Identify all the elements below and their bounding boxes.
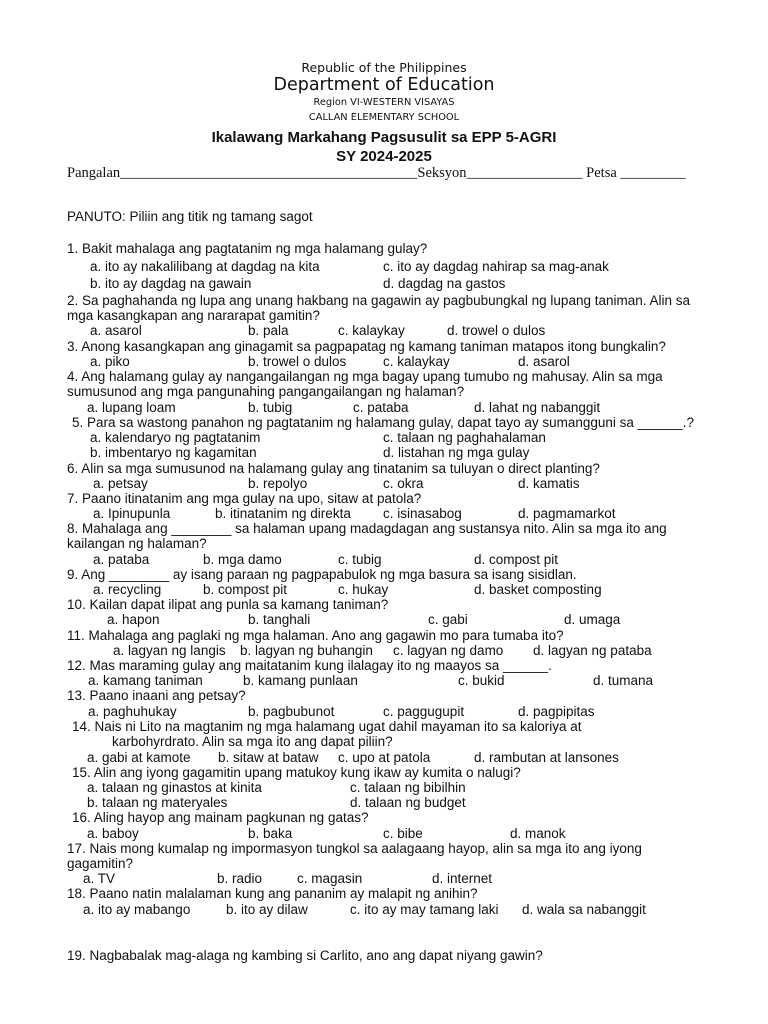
question-17-choice: c. magasin	[297, 871, 363, 886]
question-17-text: 17. Nais mong kumalap ng impormasyon tungkol sa aalagaang hayop, alin sa mga ito ang iyong	[67, 841, 642, 856]
question-6-choice: d. kamatis	[518, 476, 580, 491]
republic-line: Republic of the Philippines	[301, 60, 467, 75]
exam-title: Ikalawang Markahang Pagsusulit sa EPP 5-AGRI	[211, 129, 557, 146]
question-3-choice: b. trowel o dulos	[248, 354, 347, 369]
question-14-text: karbohyrdrato. Alin sa mga ito ang dapat piliin?	[112, 734, 393, 749]
question-1-choice: c. ito ay dagdag nahirap sa mag-anak	[383, 259, 609, 274]
question-17-choice: a. TV	[83, 871, 116, 886]
question-18-choice: b. ito ay dilaw	[226, 902, 308, 917]
question-11-choice: a. lagyan ng langis	[113, 643, 226, 658]
question-8-choice: a. pataba	[93, 552, 150, 567]
question-14-choice: c. upo at patola	[338, 750, 431, 765]
question-5-choice: d. listahan ng mga gulay	[383, 445, 530, 460]
question-7-text: 7. Paano itinatanim ang mga gulay na upo, sitaw at patola?	[67, 491, 422, 506]
question-16-choice: c. bibe	[383, 826, 423, 841]
question-9-choice: b. compost pit	[203, 582, 288, 597]
question-4-choice: d. lahat ng nabanggit	[474, 400, 601, 415]
department-title: Department of Education	[273, 75, 495, 95]
question-6-text: 6. Alin sa mga sumusunod na halamang gulay ang tinatanim sa tuluyan o direct planting?	[67, 461, 600, 476]
student-info-line: Pangalan_________________________________________Seksyon________________ Petsa _________	[67, 165, 686, 181]
question-18-text: 18. Paano natin malalaman kung ang pananim ay malapit ng anihin?	[67, 886, 478, 901]
question-10-choice: b. tanghali	[248, 612, 311, 627]
question-16-choice: a. baboy	[87, 826, 139, 841]
question-12-choice: a. kamang taniman	[88, 673, 203, 688]
question-14-text: 14. Nais ni Lito na magtanim ng mga halamang ugat dahil mayaman ito sa kaloriya at	[72, 719, 582, 734]
question-12-choice: c. bukid	[458, 673, 505, 688]
question-1-choice: d. dagdag na gastos	[383, 276, 506, 291]
question-15-choice: a. talaan ng ginastos at kinita	[87, 780, 262, 795]
question-7-choice: c. isinasabog	[383, 506, 462, 521]
question-4-choice: a. lupang loam	[87, 400, 176, 415]
question-11-choice: d. lagyan ng pataba	[533, 643, 652, 658]
question-11-choice: b. lagyan ng buhangin	[240, 643, 373, 658]
question-5-choice: b. imbentaryo ng kagamitan	[90, 445, 257, 460]
question-8-choice: d. compost pit	[474, 552, 559, 567]
question-11-text: 11. Mahalaga ang paglaki ng mga halaman. Ano ang gagawin mo para tumaba ito?	[67, 628, 564, 643]
question-13-choice: a. paghuhukay	[88, 704, 177, 719]
instructions: PANUTO: Piliin ang titik ng tamang sagot	[67, 209, 313, 224]
question-5-choice: a. kalendaryo ng pagtatanim	[90, 430, 261, 445]
question-15-choice: d. talaan ng budget	[350, 795, 466, 810]
question-3-choice: d. asarol	[518, 354, 570, 369]
question-5-text: 5. Para sa wastong panahon ng pagtatanim ng halamang gulay, dapat tayo ay sumangguni sa ______.?	[72, 415, 694, 430]
question-2-text: 2. Sa paghahanda ng lupa ang unang hakbang na gagawin ay pagbubungkal ng lupang taniman. Alin sa	[67, 293, 691, 308]
question-10-choice: a. hapon	[107, 612, 160, 627]
question-8-choice: b. mga damo	[203, 552, 282, 567]
question-16-text: 16. Aling hayop ang mainam pagkunan ng gatas?	[72, 810, 369, 825]
question-8-text: kailangan ng halaman?	[67, 536, 207, 551]
question-9-text: 9. Ang ________ ay isang paraan ng pagpapabulok ng mga basura sa isang sisidlan.	[67, 567, 577, 582]
question-13-choice: b. pagbubunot	[248, 704, 335, 719]
question-17-choice: b. radio	[217, 871, 263, 886]
question-7-choice: b. itinatanim ng direkta	[215, 506, 351, 521]
question-14-choice: a. gabi at kamote	[87, 750, 191, 765]
question-11-choice: c. lagyan ng damo	[393, 643, 504, 658]
question-9-choice: c. hukay	[338, 582, 389, 597]
question-18-choice: c. ito ay may tamang laki	[350, 902, 499, 917]
question-17-choice: d. internet	[432, 871, 493, 886]
question-6-choice: c. okra	[383, 476, 424, 491]
region-line: Region VI-WESTERN VISAYAS	[313, 97, 455, 108]
question-4-choice: c. pataba	[353, 400, 409, 415]
question-18-choice: a. ito ay mabango	[83, 902, 191, 917]
question-14-choice: d. rambutan at lansones	[474, 750, 619, 765]
question-19-text: 19. Nagbabalak mag-alaga ng kambing si Carlito, ano ang dapat niyang gawin?	[67, 948, 543, 963]
question-6-choice: a. petsay	[93, 476, 148, 491]
question-12-choice: d. tumana	[593, 673, 654, 688]
question-2-choice: c. kalaykay	[338, 323, 405, 338]
question-2-text: mga kasangkapan ang nararapat gamitin?	[67, 308, 320, 323]
question-4-choice: b. tubig	[248, 400, 293, 415]
question-7-choice: a. Ipinupunla	[93, 506, 171, 521]
question-10-choice: c. gabi	[428, 612, 468, 627]
school-name: CALLAN ELEMENTARY SCHOOL	[308, 112, 460, 123]
question-1-text: 1. Bakit mahalaga ang pagtatanim ng mga halamang gulay?	[67, 241, 428, 256]
question-3-text: 3. Anong kasangkapan ang ginagamit sa pagpapatag ng kamang taniman matapos itong bungkalin?	[67, 339, 666, 354]
question-16-choice: d. manok	[510, 826, 566, 841]
question-8-choice: c. tubig	[338, 552, 382, 567]
question-1-choice: a. ito ay nakalilibang at dagdag na kita	[90, 259, 320, 274]
question-15-choice: b. talaan ng materyales	[87, 795, 228, 810]
question-9-choice: d. basket composting	[474, 582, 602, 597]
question-9-choice: a. recycling	[93, 582, 162, 597]
question-2-choice: d. trowel o dulos	[447, 323, 546, 338]
question-18-choice: d. wala sa nabanggit	[522, 902, 646, 917]
question-3-choice: a. piko	[90, 354, 130, 369]
question-12-choice: b. kamang punlaan	[243, 673, 358, 688]
question-4-text: 4. Ang halamang gulay ay nangangailangan ng mga bagay upang tumubo ng mahusay. Alin sa mga	[67, 369, 663, 384]
question-7-choice: d. pagmamarkot	[518, 506, 616, 521]
question-10-text: 10. Kailan dapat ilipat ang punla sa kamang taniman?	[67, 597, 389, 612]
question-13-choice: d. pagpipitas	[518, 704, 595, 719]
question-12-text: 12. Mas maraming gulay ang maitatanim kung ilalagay ito ng maayos sa ______.	[67, 658, 552, 673]
question-5-choice: c. talaan ng paghahalaman	[383, 430, 546, 445]
question-15-choice: c. talaan ng bibilhin	[350, 780, 466, 795]
question-13-choice: c. paggugupit	[383, 704, 465, 719]
question-6-choice: b. repolyo	[248, 476, 308, 491]
question-16-choice: b. baka	[248, 826, 293, 841]
question-2-choice: b. pala	[248, 323, 289, 338]
question-8-text: 8. Mahalaga ang ________ sa halaman upang madagdagan ang sustansya nito. Alin sa mga ito ang	[67, 521, 667, 536]
question-14-choice: b. sitaw at bataw	[218, 750, 319, 765]
school-year: SY 2024-2025	[336, 148, 432, 165]
question-2-choice: a. asarol	[90, 323, 142, 338]
question-13-text: 13. Paano inaani ang petsay?	[67, 688, 246, 703]
question-4-text: sumusunod ang mga pangunahing pangangailangan ng halaman?	[67, 384, 465, 399]
question-10-choice: d. umaga	[564, 612, 621, 627]
question-1-choice: b. ito ay dagdag na gawain	[90, 276, 252, 291]
question-3-choice: c. kalaykay	[383, 354, 450, 369]
question-17-text: gagamitin?	[67, 856, 134, 871]
question-15-text: 15. Alin ang iyong gagamitin upang matukoy kung ikaw ay kumita o nalugi?	[72, 765, 521, 780]
